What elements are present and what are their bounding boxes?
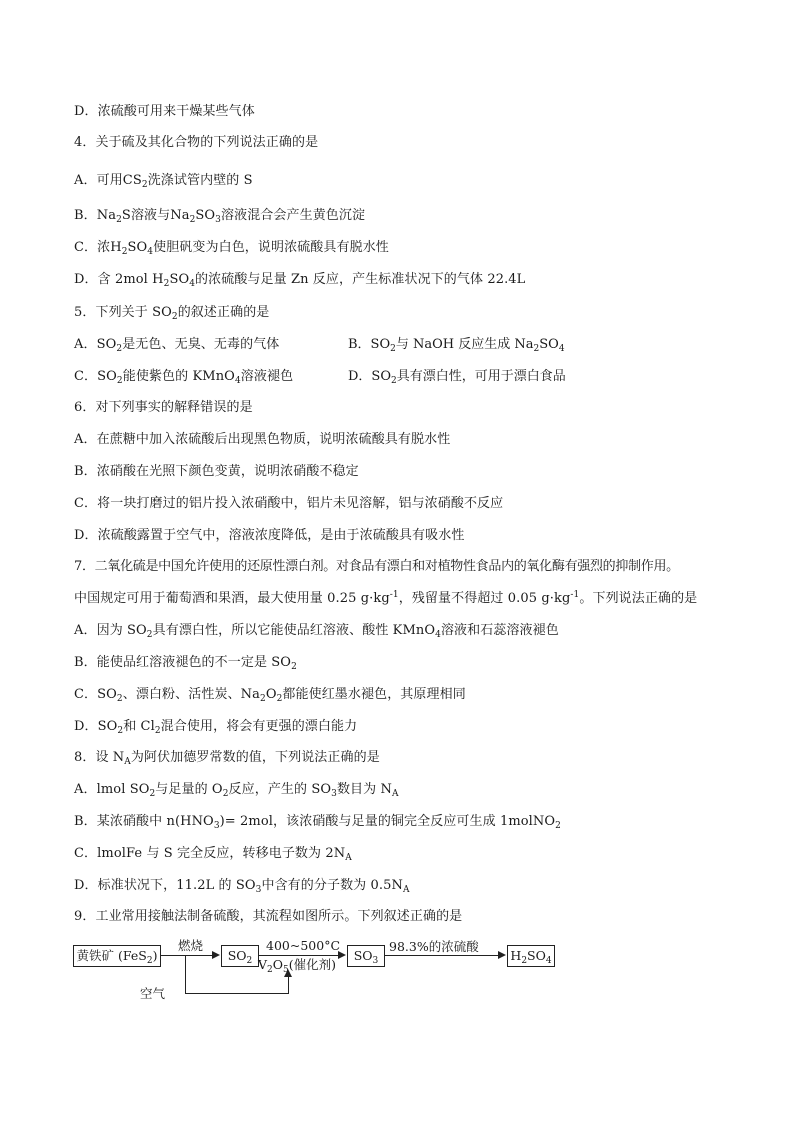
flow-label-temperature: 400~500°C <box>266 938 341 953</box>
flow-air-vertical-left <box>185 956 186 994</box>
q8-option-d: D．标准状况下，11.2L 的 $SO_3$中含有的分子数为 $0.5N_A$ <box>74 878 410 895</box>
q8-option-c: C．lmolFe 与 S 完全反应，转移电子数为 $2N_A$ <box>74 846 352 863</box>
q8-option-b: B．某浓硝酸中 $n(HNO_3)= 2mol$，该浓硝酸与足量的铜完全反应可生成 1molNO$_2$ <box>74 814 561 831</box>
q5-option-d: D．$SO_2$具有漂白性，可用于漂白食品 <box>348 369 566 386</box>
flow-air-vertical-right <box>288 975 289 994</box>
flow-arrow-2-line <box>258 955 338 956</box>
flow-box-so2: $SO_2$ <box>221 945 259 967</box>
flow-arrow-1-head <box>212 951 220 959</box>
flow-air-horizontal <box>185 993 288 994</box>
q4-option-b: B．$Na_2S$溶液与$Na_2SO_3$溶液混合会产生黄色沉淀 <box>74 208 366 225</box>
flow-label-acid: 98.3%的浓硫酸 <box>389 939 479 954</box>
q7-option-a: A．因为 $SO_2$具有漂白性，所以它能使品红溶液、酸性 KMnO$_4$溶液和石蕊溶液褪色 <box>74 623 559 640</box>
q4-option-a: A．可用$CS_2$洗涤试管内壁的 S <box>74 173 253 190</box>
q6-stem: 6．对下列事实的解释错误的是 <box>74 400 253 415</box>
q8-option-a: A．lmol $SO_2$与足量的 $O_2$反应，产生的 $SO_3$数目为 $N_A$ <box>74 782 399 799</box>
q4-option-c: C．浓$H_2SO_4$使胆矾变为白色，说明浓硫酸具有脱水性 <box>74 240 389 257</box>
flow-arrow-3-head <box>498 951 506 959</box>
q9-stem: 9．工业常用接触法制备硫酸，其流程如图所示。下列叙述正确的是 <box>74 909 463 924</box>
q6-option-a: A．在蔗糖中加入浓硫酸后出现黑色物质，说明浓硫酸具有脱水性 <box>74 432 451 447</box>
q7-option-c: C．$SO_2$、漂白粉、活性炭、$Na_2O_2$都能使红墨水褪色，其原理相同 <box>74 687 466 704</box>
q5-stem: 5．下列关于 $SO_2$的叙述正确的是 <box>74 305 270 322</box>
q7-option-d: D．$SO_2$和 $Cl_2$混合使用，将会有更强的漂白能力 <box>74 719 358 736</box>
flow-box-so3: $SO_3$ <box>347 945 385 967</box>
q6-option-b: B．浓硝酸在光照下颜色变黄，说明浓硝酸不稳定 <box>74 464 359 479</box>
q8-stem: 8．设 $N_A$为阿伏加德罗常数的值，下列说法正确的是 <box>74 750 380 767</box>
flow-arrow-3-line <box>384 955 498 956</box>
q5-option-b: B．$SO_2$与 NaOH 反应生成 $Na_2SO_4$ <box>348 337 565 354</box>
q5-option-c: C．$SO_2$能使紫色的 KMnO$_4$溶液褪色 <box>74 369 294 386</box>
flow-label-catalyst: $V_2O_5$(催化剂) <box>258 957 337 975</box>
q7-stem-line2: 中国规定可用于葡萄酒和果酒，最大使用量 0.25 $g\cdot kg^{-1}$，残留量不得超过 0.05 $g\cdot kg^{-1}$。下列说法正确的是 <box>74 590 698 606</box>
q4-stem: 4．关于硫及其化合物的下列说法正确的是 <box>74 135 319 150</box>
flow-arrow-1-line <box>160 955 212 956</box>
q3-option-d: D．浓硫酸可用来干燥某些气体 <box>74 104 255 119</box>
flow-label-air: 空气 <box>140 986 166 1001</box>
q5-option-a: A．$SO_2$是无色、无臭、无毒的气体 <box>74 337 280 354</box>
flow-box-pyrite: 黄铁矿 (FeS$_2$) <box>73 945 161 967</box>
flow-box-h2so4: $H_2SO_4$ <box>507 945 555 967</box>
q7-option-b: B．能使品红溶液褪色的不一定是 $SO_2$ <box>74 655 297 672</box>
q7-stem-line1: 7．二氧化硫是中国允许使用的还原性漂白剂。对食品有漂白和对植物性食品内的氧化酶有强烈的抑制作用。 <box>74 559 679 574</box>
q6-option-d: D．浓硫酸露置于空气中，溶液浓度降低，是由于浓硫酸具有吸水性 <box>74 528 465 543</box>
q6-option-c: C．将一块打磨过的铝片投入浓硝酸中，铝片未见溶解，铝与浓硝酸不反应 <box>74 496 504 511</box>
flow-label-burn: 燃烧 <box>178 938 204 953</box>
q4-option-d: D．含 2mol $H_2SO_4$的浓硫酸与足量 Zn 反应，产生标准状况下的气体 22.4L <box>74 272 526 289</box>
flow-air-arrow-head <box>284 969 292 977</box>
